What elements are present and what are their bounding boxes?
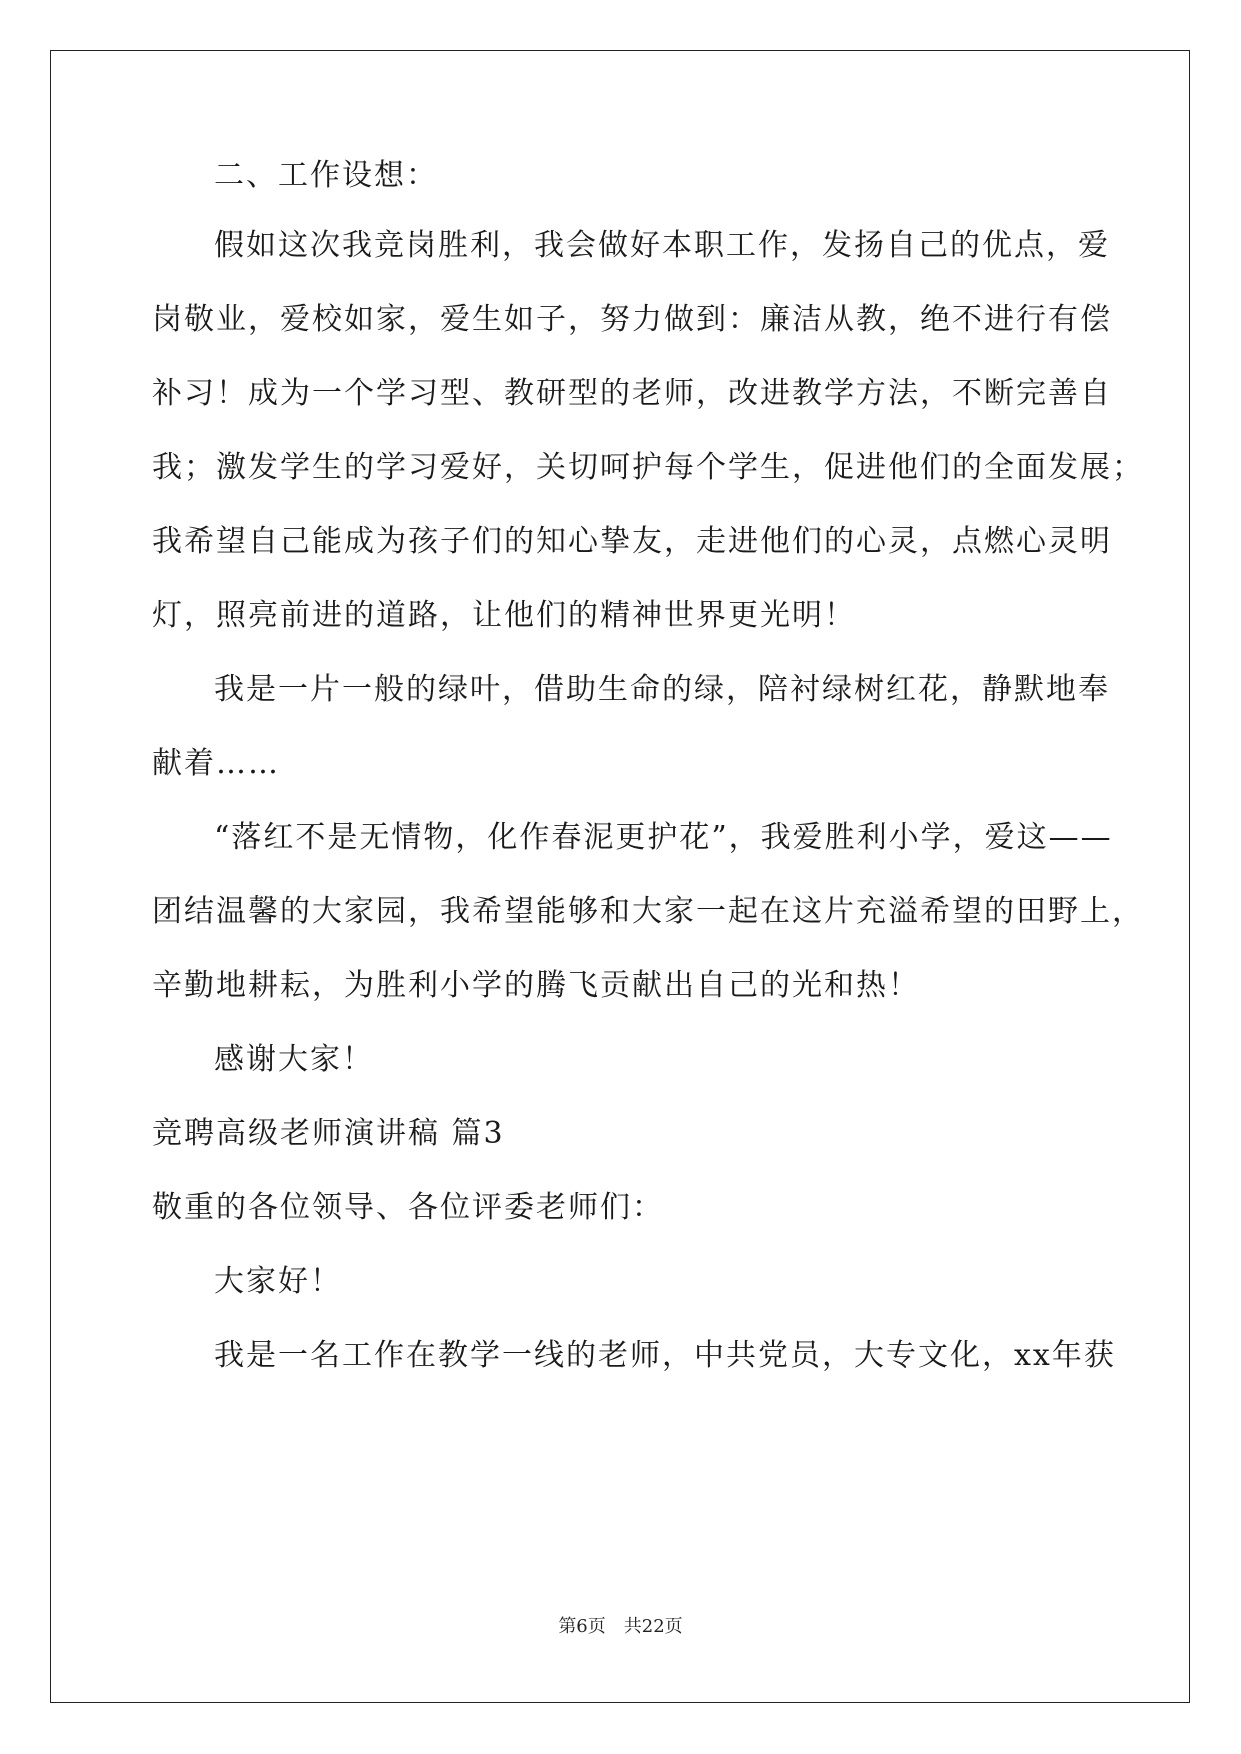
paragraph-line: “落红不是无情物，化作春泥更护花”，我爱胜利小学，爱这—— — [214, 820, 1113, 855]
paragraph-line: 我；激发学生的学习爱好，关切呵护每个学生，促进他们的全面发展； — [152, 450, 1144, 485]
section-heading: 二、工作设想： — [214, 158, 438, 193]
paragraph-line: 岗敬业，爱校如家，爱生如子，努力做到：廉洁从教，绝不进行有偿 — [152, 302, 1112, 337]
paragraph-line: 我是一片一般的绿叶，借助生命的绿，陪衬绿树红花，静默地奉 — [214, 672, 1110, 707]
paragraph-line: 献着…… — [152, 746, 280, 781]
page-frame — [50, 50, 1190, 1703]
paragraph-line: 辛勤地耕耘，为胜利小学的腾飞贡献出自己的光和热！ — [152, 968, 920, 1003]
paragraph-line: 灯，照亮前进的道路，让他们的精神世界更光明！ — [152, 598, 856, 633]
article-title: 竞聘高级老师演讲稿 篇3 — [152, 1116, 505, 1151]
paragraph-line: 团结温馨的大家园，我希望能够和大家一起在这片充溢希望的田野上， — [152, 894, 1144, 929]
paragraph-line: 我是一名工作在教学一线的老师，中共党员，大专文化，xx年获 — [214, 1338, 1116, 1373]
greeting: 大家好！ — [214, 1264, 342, 1299]
salutation: 敬重的各位领导、各位评委老师们： — [152, 1190, 664, 1225]
paragraph-line: 假如这次我竞岗胜利，我会做好本职工作，发扬自己的优点，爱 — [214, 228, 1110, 263]
page-footer: 第6页 共22页 — [558, 1616, 683, 1637]
paragraph-line: 补习！成为一个学习型、教研型的老师，改进教学方法，不断完善自 — [152, 376, 1112, 411]
closing-line: 感谢大家！ — [214, 1042, 374, 1077]
paragraph-line: 我希望自己能成为孩子们的知心挚友，走进他们的心灵，点燃心灵明 — [152, 524, 1112, 559]
